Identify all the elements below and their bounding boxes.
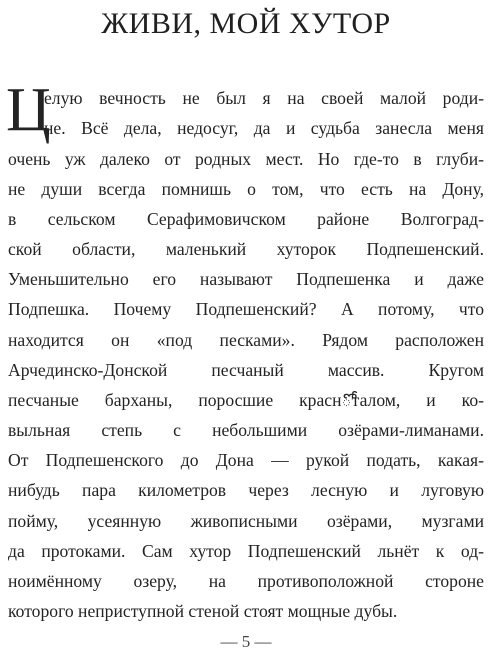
text-line: От Подпешенского до Дона — рукой подать, какая-	[8, 450, 484, 470]
text-line: которого неприступной стеной стоят мощные дубы.	[8, 601, 398, 621]
text-line: находится он «под песками». Рядом расположен	[8, 330, 484, 350]
text-line: не души всегда помнишь о том, что есть на Дону,	[8, 179, 484, 199]
text-line: нибудь пара километров через лесную и луговую	[8, 480, 484, 500]
text-line: пойму, усеянную живописными озёрами, музгами	[8, 511, 484, 531]
drop-cap: Ц	[6, 76, 51, 144]
text-line: песчаные барханы, поросшие краснోталом, и ко-	[8, 390, 484, 410]
text-line: в сельском Серафимовичском районе Волгоград-	[8, 209, 484, 229]
chapter-title: ЖИВИ, МОЙ ХУТОР	[101, 7, 391, 40]
text-line: очень уж далеко от родных мест. Но где-то в глуби-	[8, 149, 484, 169]
text-line: выльная степь с небольшими озёрами-лиманами.	[8, 420, 484, 440]
text-line: Уменьшительно его называют Подпешенка и даже	[8, 269, 484, 289]
text-line: ской области, маленький хуторок Подпешенский.	[8, 239, 484, 259]
text-line: да протоками. Сам хутор Подпешенский льнёт к од-	[8, 541, 484, 561]
page-number: — 5 —	[220, 632, 272, 651]
text-line: не. Всё дела, недосуг, да и судьба занесла меня	[44, 118, 484, 138]
text-line: Арчединско-Донской песчаный массив. Кругом	[8, 360, 484, 380]
text-line: елую вечность не был я на своей малой роди-	[44, 88, 484, 108]
text-line: Подпешка. Почему Подпешенский? А потому, что	[8, 299, 484, 319]
text-line: ноимённому озеру, на противоположной стороне	[8, 571, 484, 591]
